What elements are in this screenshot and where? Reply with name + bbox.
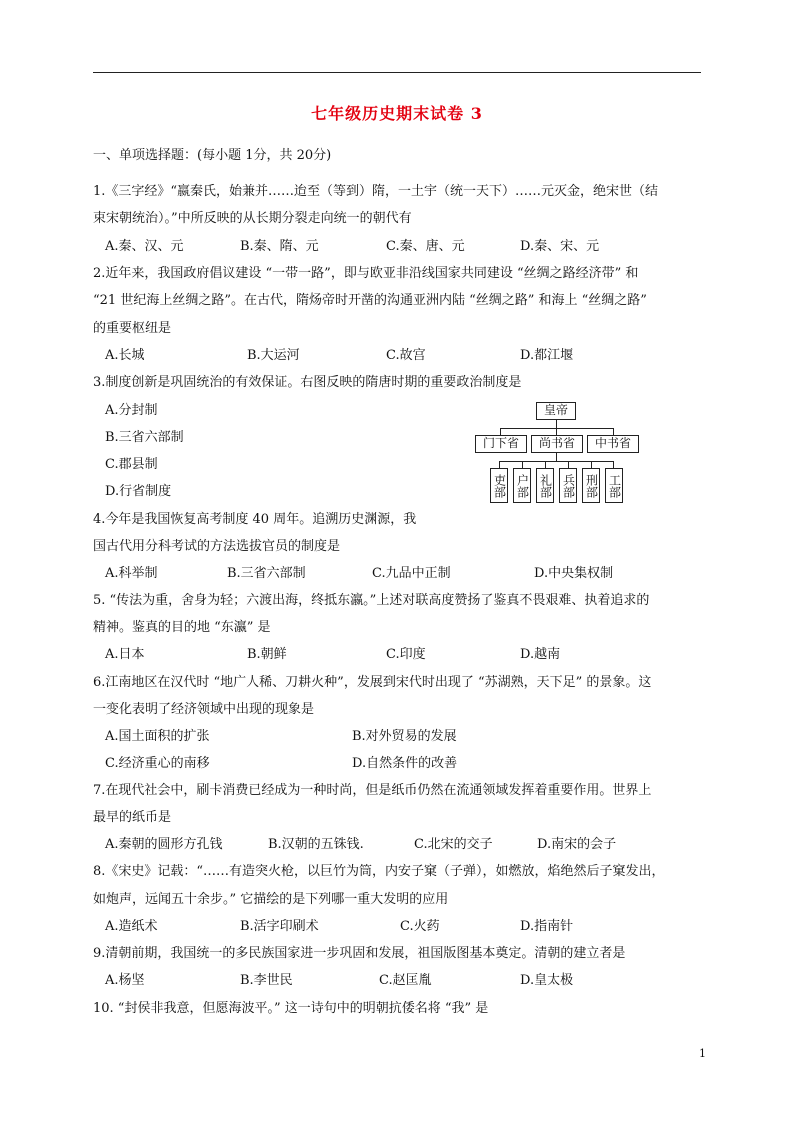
diagram-connector xyxy=(500,428,501,435)
question-4-option-d: D.中央集权制 xyxy=(534,566,614,581)
question-4-option-b: B.三省六部制 xyxy=(227,566,306,581)
question-6-option-c: C.经济重心的南移 xyxy=(105,756,210,771)
question-7-option-c: C.北宋的交子 xyxy=(414,837,493,852)
government-structure-diagram xyxy=(473,402,633,502)
question-6-option-b: B.对外贸易的发展 xyxy=(352,729,457,744)
section-heading: 一、单项选择题：(每小题 1分，共 20分) xyxy=(93,148,332,163)
question-6-option-d: D.自然条件的改善 xyxy=(352,756,458,771)
question-7-line-2: 最早的纸币是 xyxy=(93,810,172,825)
question-8-option-d: D.指南针 xyxy=(520,919,574,934)
question-4-option-a: A.科举制 xyxy=(105,566,158,581)
diagram-connector xyxy=(522,461,523,468)
question-3-option-d: D.行省制度 xyxy=(105,484,172,499)
question-6-line-1: 6.江南地区在汉代时 “地广人稀、刀耕火种”，发展到宋代时出现了 “苏湖熟，天下足” 的景象。这 xyxy=(93,675,652,690)
question-8-option-b: B.活字印刷术 xyxy=(240,919,319,934)
question-3-option-b: B.三省六部制 xyxy=(105,430,184,445)
question-1-line-1: 1.《三字经》“嬴秦氏，始兼并……迨至（等到）隋，一土宇（统一天下）……元灭金，绝宋世（结 xyxy=(93,184,659,199)
question-6-line-2: 一变化表明了经济领域中出现的现象是 xyxy=(93,702,315,717)
diagram-connector xyxy=(613,428,614,435)
question-8-line-1: 8.《宋史》记载：“……有造突火枪，以巨竹为筒，内安子窠（子弹），如燃放，焰绝然后子窠发出， xyxy=(93,864,665,879)
question-2-line-2: “21 世纪海上丝绸之路”。在古代，隋炀帝时开凿的沟通亚洲内陆 “丝绸之路” 和海上 “丝绸之路” xyxy=(93,293,647,308)
question-3-option-c: C.郡县制 xyxy=(105,457,158,472)
question-10-line-1: 10. “封侯非我意，但愿海波平。” 这一诗句中的明朝抗倭名将 “我” 是 xyxy=(93,1001,489,1016)
diagram-emperor-box: 皇帝 xyxy=(536,402,576,420)
diagram-hubu-box: 户部 xyxy=(513,468,531,503)
question-2-option-d: D.都江堰 xyxy=(520,348,574,363)
question-5-line-2: 精神。鉴真的目的地 “东瀛” 是 xyxy=(93,620,271,635)
question-1-option-a: A.秦、汉、元 xyxy=(105,239,184,254)
question-2-option-b: B.大运河 xyxy=(247,348,300,363)
diagram-shangshu-box: 尚书省 xyxy=(531,435,583,453)
question-2-option-c: C.故宫 xyxy=(386,348,426,363)
diagram-connector xyxy=(499,461,500,468)
question-1-option-d: D.秦、宋、元 xyxy=(520,239,600,254)
question-5-line-1: 5. “传法为重，舍身为轻；六渡出海，终抵东瀛。”上述对联高度赞扬了鉴真不畏艰难、执着追求的 xyxy=(93,593,650,608)
question-7-line-1: 7.在现代社会中，刷卡消费已经成为一种时尚，但是纸币仍然在流通领域发挥着重要作用。世界上 xyxy=(93,783,652,798)
question-1-option-c: C.秦、唐、元 xyxy=(386,239,465,254)
question-3-option-a: A.分封制 xyxy=(105,403,158,418)
diagram-libu-box: 吏部 xyxy=(490,468,508,503)
diagram-zhongshu-box: 中书省 xyxy=(587,435,639,453)
diagram-bingbu-box: 兵部 xyxy=(559,468,577,503)
diagram-connector xyxy=(591,461,592,468)
question-9-option-b: B.李世民 xyxy=(240,973,293,988)
diagram-xingbu-box: 刑部 xyxy=(582,468,600,503)
question-1-option-b: B.秦、隋、元 xyxy=(240,239,319,254)
diagram-gongbu-box: 工部 xyxy=(605,468,623,503)
diagram-connector xyxy=(556,453,557,461)
question-1-line-2: 束宋朝统治）。”中所反映的从长期分裂走向统一的朝代有 xyxy=(93,211,412,226)
question-4-option-c: C.九品中正制 xyxy=(372,566,451,581)
question-6-option-a: A.国土面积的扩张 xyxy=(105,729,210,744)
diagram-libu2-box: 礼部 xyxy=(536,468,554,503)
diagram-connector xyxy=(499,461,613,462)
question-4-line-1: 4.今年是我国恢复高考制度 40 周年。追溯历史渊源，我 xyxy=(93,512,417,527)
diagram-connector xyxy=(613,461,614,468)
diagram-connector xyxy=(568,461,569,468)
question-3-line-1: 3.制度创新是巩固统治的有效保证。右图反映的隋唐时期的重要政治制度是 xyxy=(93,375,522,390)
question-5-option-d: D.越南 xyxy=(520,647,561,662)
question-8-option-c: C.火药 xyxy=(400,919,440,934)
question-9-line-1: 9.清朝前期，我国统一的多民族国家进一步巩固和发展，祖国版图基本奠定。清朝的建立者是 xyxy=(93,946,626,961)
question-5-option-a: A.日本 xyxy=(105,647,145,662)
question-9-option-c: C.赵匡胤 xyxy=(379,973,432,988)
question-8-line-2: 如炮声，远闻五十余步。” 它描绘的是下列哪一重大发明的应用 xyxy=(93,892,449,907)
question-7-option-a: A.秦朝的圆形方孔钱 xyxy=(105,837,223,852)
question-8-option-a: A.造纸术 xyxy=(105,919,158,934)
header-rule xyxy=(93,72,701,73)
diagram-connector xyxy=(545,461,546,468)
question-5-option-b: B.朝鲜 xyxy=(247,647,287,662)
question-9-option-a: A.杨坚 xyxy=(105,973,145,988)
diagram-connector xyxy=(556,428,557,435)
question-4-line-2: 国古代用分科考试的方法选拔官员的制度是 xyxy=(93,539,341,554)
diagram-connector xyxy=(556,420,557,428)
question-2-line-3: 的重要枢纽是 xyxy=(93,321,172,336)
question-5-option-c: C.印度 xyxy=(386,647,426,662)
page-number: 1 xyxy=(699,1047,706,1060)
diagram-menxia-box: 门下省 xyxy=(475,435,527,453)
question-9-option-d: D.皇太极 xyxy=(520,973,574,988)
question-7-option-d: D.南宋的会子 xyxy=(537,837,617,852)
question-7-option-b: B.汉朝的五铢钱. xyxy=(268,837,364,852)
page-title: 七年级历史期末试卷 3 xyxy=(311,104,483,123)
question-2-line-1: 2.近年来，我国政府倡议建设 “一带一路”，即与欧亚非沿线国家共同建设 “丝绸之路经济带” 和 xyxy=(93,266,639,281)
question-2-option-a: A.长城 xyxy=(105,348,145,363)
